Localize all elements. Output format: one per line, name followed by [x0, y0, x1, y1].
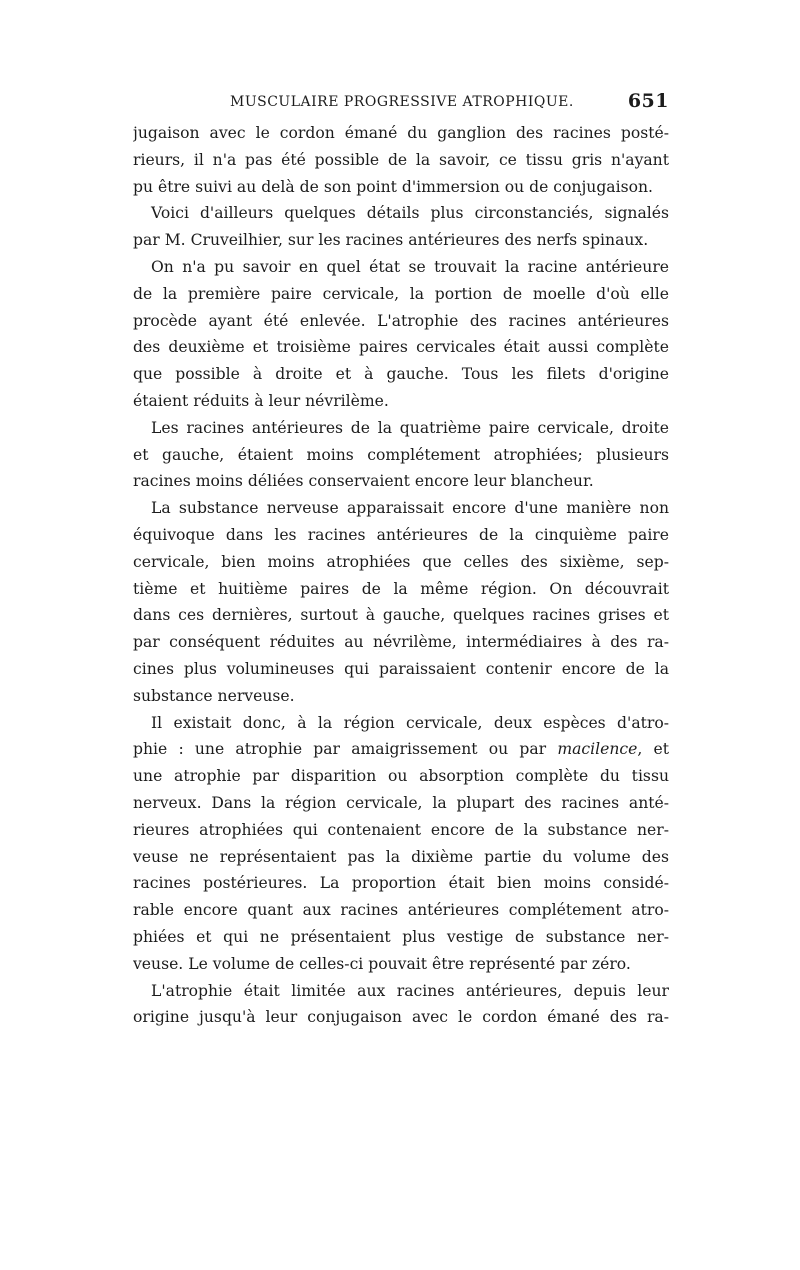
text-line: veuse. Le volume de celles-ci pouvait être représenté par zéro.	[133, 954, 631, 973]
text-line: et gauche, étaient moins complétement atrophiées; plusieurs	[133, 445, 669, 464]
text-line: Les racines antérieures de la quatrième paire cervicale, droite	[151, 418, 669, 437]
text-line: cervicale, bien moins atrophiées que celles des sixième, sep-	[133, 552, 669, 571]
text-line: racines postérieures. La proportion était bien moins considé-	[133, 874, 669, 893]
text-line: origine jusqu'à leur conjugaison avec le cordon émané des ra-	[133, 1008, 669, 1027]
text-line: que possible à droite et à gauche. Tous les filets d'origine	[133, 365, 669, 384]
page-header	[133, 90, 669, 120]
book-page	[133, 90, 669, 1031]
text-line: Voici d'ailleurs quelques détails plus circonstanciés, signalés	[151, 204, 669, 223]
text-line: La substance nerveuse apparaissait encore d'une manière non	[151, 499, 669, 518]
text-line: étaient réduits à leur névrilème.	[133, 391, 389, 410]
text-line: équivoque dans les racines antérieures de la cinquième paire	[133, 525, 669, 544]
text-line: phiées et qui ne présentaient plus vestige de substance ner-	[133, 927, 669, 946]
text-line: racines moins déliées conservaient encore leur blancheur.	[133, 472, 594, 491]
text-line: par M. Cruveilhier, sur les racines antérieures des nerfs spinaux.	[133, 231, 649, 250]
text-line: veuse ne représentaient pas la dixième partie du volume des	[133, 847, 669, 866]
page-number: 651	[627, 90, 669, 112]
text-line: une atrophie par disparition ou absorption complète du tissu	[133, 767, 669, 786]
text-line: des deuxième et troisième paires cervicales était aussi complète	[133, 338, 669, 357]
text-line: On n'a pu savoir en quel état se trouvait la racine antérieure	[151, 257, 669, 276]
text-line: rieures atrophiées qui contenaient encore de la substance ner-	[133, 820, 669, 839]
italic-term: macilence	[557, 740, 638, 759]
text-line: Il existait donc, à la région cervicale, deux espèces d'atro-	[151, 713, 669, 732]
text-line: de la première paire cervicale, la portion de moelle d'où elle	[133, 284, 669, 303]
text-line: rable encore quant aux racines antérieures complétement atro-	[133, 901, 669, 920]
text-line: phie : une atrophie par amaigrissement ou par macilence, et	[133, 740, 669, 759]
text-line: nerveux. Dans la région cervicale, la plupart des racines anté-	[133, 793, 669, 812]
text-line: substance nerveuse.	[133, 686, 295, 705]
body-text	[133, 120, 669, 1031]
text-line: rieurs, il n'a pas été possible de la savoir, ce tissu gris n'ayant	[133, 150, 669, 169]
text-line: cines plus volumineuses qui paraissaient contenir encore de la	[133, 659, 669, 678]
text-line: pu être suivi au delà de son point d'immersion ou de conjugaison.	[133, 177, 653, 196]
text-line: dans ces dernières, surtout à gauche, quelques racines grises et	[133, 606, 669, 625]
text-line: L'atrophie était limitée aux racines antérieures, depuis leur	[151, 981, 669, 1000]
text-line: procède ayant été enlevée. L'atrophie des racines antérieures	[133, 311, 669, 330]
text-line: tième et huitième paires de la même région. On découvrait	[133, 579, 669, 598]
running-title: MUSCULAIRE PROGRESSIVE ATROPHIQUE.	[230, 94, 574, 110]
text-line: par conséquent réduites au névrilème, intermédiaires à des ra-	[133, 633, 669, 652]
text-line: jugaison avec le cordon émané du ganglion des racines posté-	[133, 124, 669, 142]
